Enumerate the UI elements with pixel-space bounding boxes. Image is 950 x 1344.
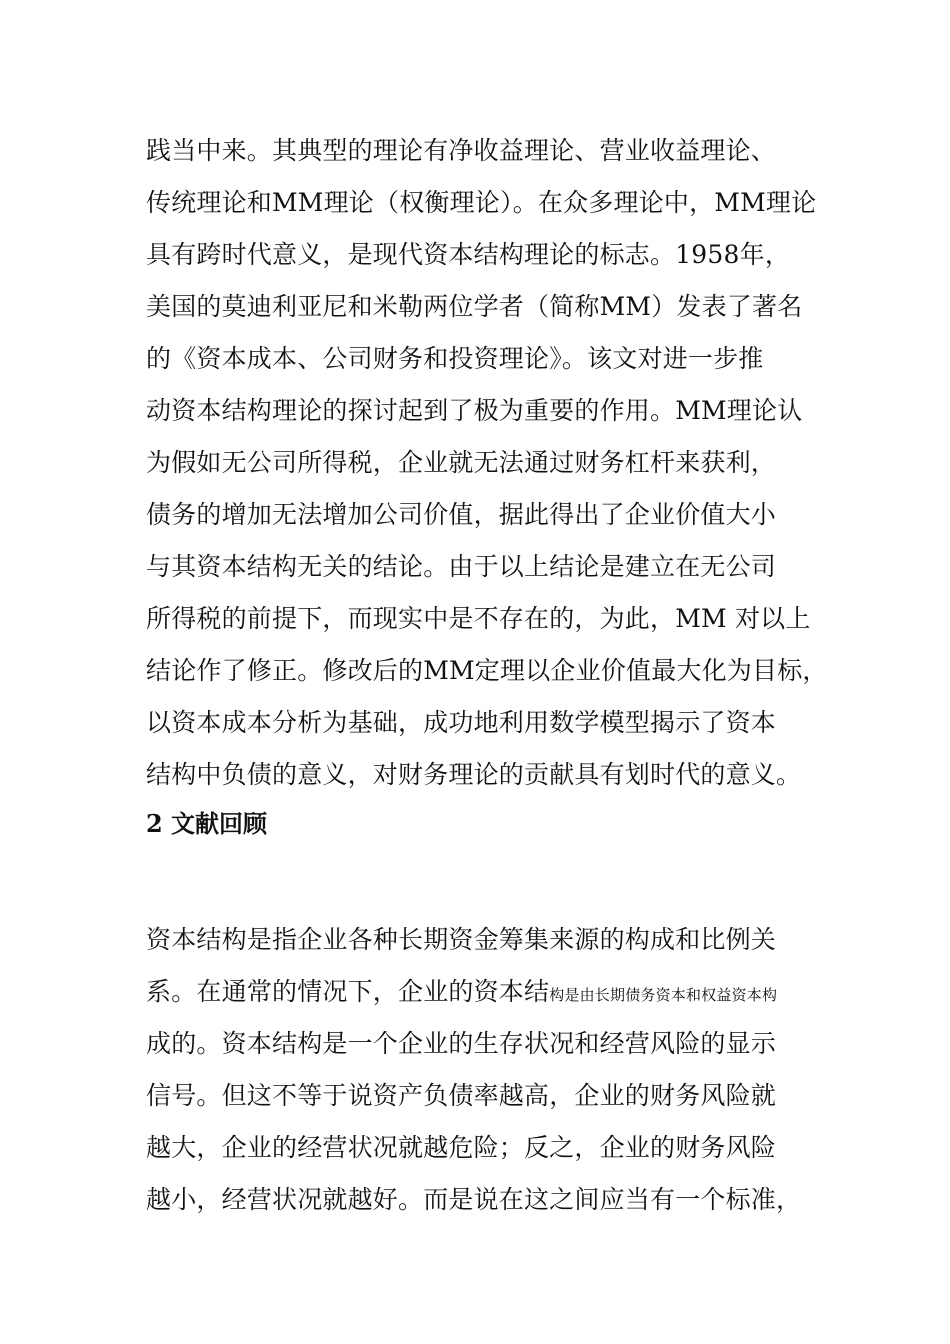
text-line: 与其资本结构无关的结论。由于以上结论是建立在无公司 bbox=[146, 552, 777, 581]
text-line: 具有跨时代意义，是现代资本结构理论的标志。1958年， bbox=[146, 240, 791, 269]
text-line: 美国的莫迪利亚尼和米勒两位学者（简称MM）发表了著名 bbox=[146, 292, 803, 321]
text-line: 信号。但这不等于说资产负债率越高，企业的财务风险就 bbox=[146, 1081, 777, 1110]
text-line: 越小，经营状况就越好。而是说在这之间应当有一个标准， bbox=[146, 1185, 802, 1214]
text-line: 以资本成本分析为基础，成功地利用数学模型揭示了资本 bbox=[146, 708, 777, 737]
text-line: 越大，企业的经营状况就越危险；反之，企业的财务风险 bbox=[146, 1133, 777, 1162]
text-line: 所得税的前提下，而现实中是不存在的，为此，MM 对以上 bbox=[146, 604, 811, 633]
text-line: 成的。资本结构是一个企业的生存状况和经营风险的显示 bbox=[146, 1029, 777, 1058]
text-line: 资本结构是指企业各种长期资金筹集来源的构成和比例关 bbox=[146, 925, 777, 954]
text-line: 为假如无公司所得税，企业就无法通过财务杠杆来获利， bbox=[146, 448, 777, 477]
text-line: 结构中负债的意义，对财务理论的贡献具有划时代的意义。 bbox=[146, 760, 802, 789]
section-heading: 2 文献回顾 bbox=[146, 809, 268, 838]
text-line: 的《资本成本、公司财务和投资理论》。该文对进一步推 bbox=[146, 344, 764, 373]
text-run: 系。在通常的情况下，企业的资本结 bbox=[146, 977, 550, 1006]
small-text-run: 构是由长期债务资本和权益资本构 bbox=[549, 986, 778, 1004]
text-line: 结论作了修正。修改后的MM定理以企业价值最大化为目标， bbox=[146, 656, 828, 685]
text-line: 践当中来。其典型的理论有净收益理论、营业收益理论、 bbox=[146, 136, 777, 165]
text-line: 债务的增加无法增加公司价值，据此得出了企业价值大小 bbox=[146, 500, 777, 529]
text-line-mixed bbox=[146, 966, 826, 1018]
text-line: 传统理论和MM理论（权衡理论）。在众多理论中，MM理论 bbox=[146, 188, 817, 217]
text-line: 动资本结构理论的探讨起到了极为重要的作用。MM理论认 bbox=[146, 396, 803, 425]
paragraph-mm-theory bbox=[146, 125, 826, 801]
paragraph-capital-structure bbox=[146, 914, 826, 1226]
